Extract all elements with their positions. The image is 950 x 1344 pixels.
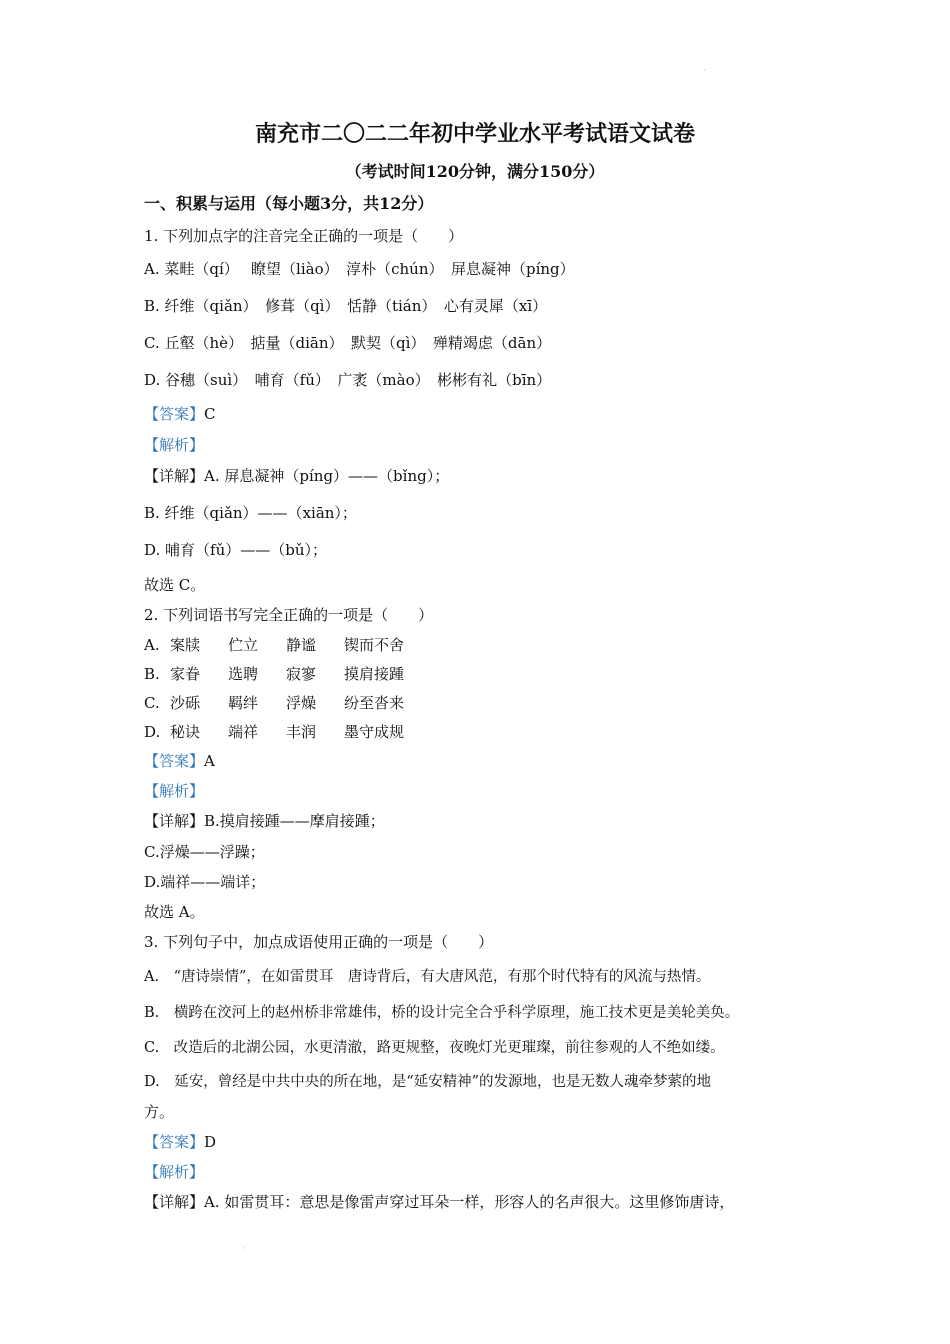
option-word: 家眷 — [170, 665, 201, 683]
option-word: 羁绊 — [228, 694, 259, 712]
option-letter: B. — [144, 665, 160, 683]
q3-answer — [144, 1132, 216, 1152]
q2-analysis-tag: 【解析】 — [144, 782, 205, 800]
option-word: 选聘 — [228, 665, 259, 683]
corner-mark: · — [703, 66, 706, 76]
q3-option-d: D. 延安，曾经是中共中央的所在地，是“延安精神”的发源地，也是无数人魂牵梦萦的地 — [144, 1074, 712, 1090]
q1-stem: 1. 下列加点字的注音完全正确的一项是（ ） — [144, 227, 464, 245]
q1-detail-2: B. 纤维（qiǎn）——（xiān）； — [144, 504, 357, 522]
answer-value: D — [204, 1133, 217, 1151]
q2-option-c — [144, 693, 404, 713]
q2-conclusion: 故选 A。 — [144, 903, 205, 921]
option-letter: C. — [144, 694, 160, 712]
answer-value: A — [204, 752, 215, 770]
q3-analysis-tag: 【解析】 — [144, 1163, 205, 1181]
q1-option-c: C. 丘壑（hè） 掂量（diān） 默契（qì） 殚精竭虑（dān） — [144, 334, 552, 352]
option-word: 墨守成规 — [344, 723, 405, 741]
q1-detail-3: D. 哺育（fǔ）——（bǔ）； — [144, 541, 328, 559]
option-word: 寂寥 — [286, 665, 317, 683]
q1-option-a: A. 菜畦（qí） 瞭望（liào） 淳朴（chún） 屏息凝神（píng） — [144, 260, 575, 278]
option-word: 摸肩接踵 — [344, 665, 405, 683]
option-word: 端祥 — [228, 723, 259, 741]
q2-answer — [144, 751, 215, 771]
answer-tag: 【答案】 — [144, 1133, 205, 1151]
option-word: 纷至沓来 — [344, 694, 405, 712]
option-word: 浮燥 — [286, 694, 317, 712]
detail-text: A. 如雷贯耳：意思是像雷声穿过耳朵一样，形容人的名声很大。这里修饰唐诗， — [204, 1193, 735, 1211]
detail-text: A. 屏息凝神（píng）——（bǐng）； — [204, 467, 450, 485]
q2-detail-3: D.端祥——端详； — [144, 873, 266, 891]
q2-detail-2: C.浮燥——浮躁； — [144, 843, 265, 861]
footer-mark: · — [243, 1244, 246, 1254]
option-word: 秘诀 — [170, 723, 201, 741]
detail-tag: 【详解】 — [144, 1193, 205, 1211]
page-title: 南充市二〇二二年初中学业水平考试语文试卷 — [254, 121, 695, 147]
q3-option-d-continued: 方。 — [144, 1103, 175, 1121]
option-word: 伫立 — [228, 636, 259, 654]
q1-detail-1 — [144, 466, 449, 486]
q2-detail-1 — [144, 811, 385, 831]
q2-option-b — [144, 664, 404, 684]
q3-detail-1 — [144, 1192, 734, 1212]
detail-tag: 【详解】 — [144, 467, 205, 485]
q1-conclusion: 故选 C。 — [144, 576, 206, 594]
option-word: 沙砾 — [170, 694, 201, 712]
q1-answer — [144, 404, 216, 424]
q3-stem: 3. 下列句子中，加点成语使用正确的一项是（ ） — [144, 933, 494, 951]
option-word: 静谧 — [286, 636, 317, 654]
detail-text: B.摸肩接踵——摩肩接踵； — [204, 812, 385, 830]
option-word: 丰润 — [286, 723, 317, 741]
q2-option-d — [144, 722, 404, 742]
option-letter: D. — [144, 723, 161, 741]
q1-analysis-tag: 【解析】 — [144, 436, 205, 454]
answer-value: C — [204, 405, 216, 423]
answer-tag: 【答案】 — [144, 405, 205, 423]
option-word: 案牍 — [170, 636, 201, 654]
answer-tag: 【答案】 — [144, 752, 205, 770]
option-letter: A. — [144, 636, 160, 654]
q1-option-d: D. 谷穗（suì） 哺育（fǔ） 广袤（mào） 彬彬有礼（bīn） — [144, 371, 552, 389]
q2-option-a — [144, 635, 404, 655]
q3-option-a: A. “唐诗崇情”，在如雷贯耳 唐诗背后，有大唐风范，有那个时代特有的风流与热情。 — [144, 969, 711, 985]
q2-stem: 2. 下列词语书写完全正确的一项是（ ） — [144, 606, 434, 624]
page-subtitle: （考试时间120分钟，满分150分） — [345, 162, 605, 181]
q3-option-c: C. 改造后的北湖公园，水更清澈，路更规整，夜晚灯光更璀璨，前往参观的人不绝如缕。 — [144, 1040, 725, 1056]
q1-option-b: B. 纤维（qiǎn） 修葺（qì） 恬静（tián） 心有灵犀（xī） — [144, 297, 548, 315]
option-word: 锲而不舍 — [344, 636, 405, 654]
q3-option-b: B. 横跨在洨河上的赵州桥非常雄伟，桥的设计完全合乎科学原理，施工技术更是美轮美奂。 — [144, 1005, 740, 1021]
detail-tag: 【详解】 — [144, 812, 205, 830]
section-heading: 一、积累与运用（每小题3分，共12分） — [144, 194, 434, 213]
